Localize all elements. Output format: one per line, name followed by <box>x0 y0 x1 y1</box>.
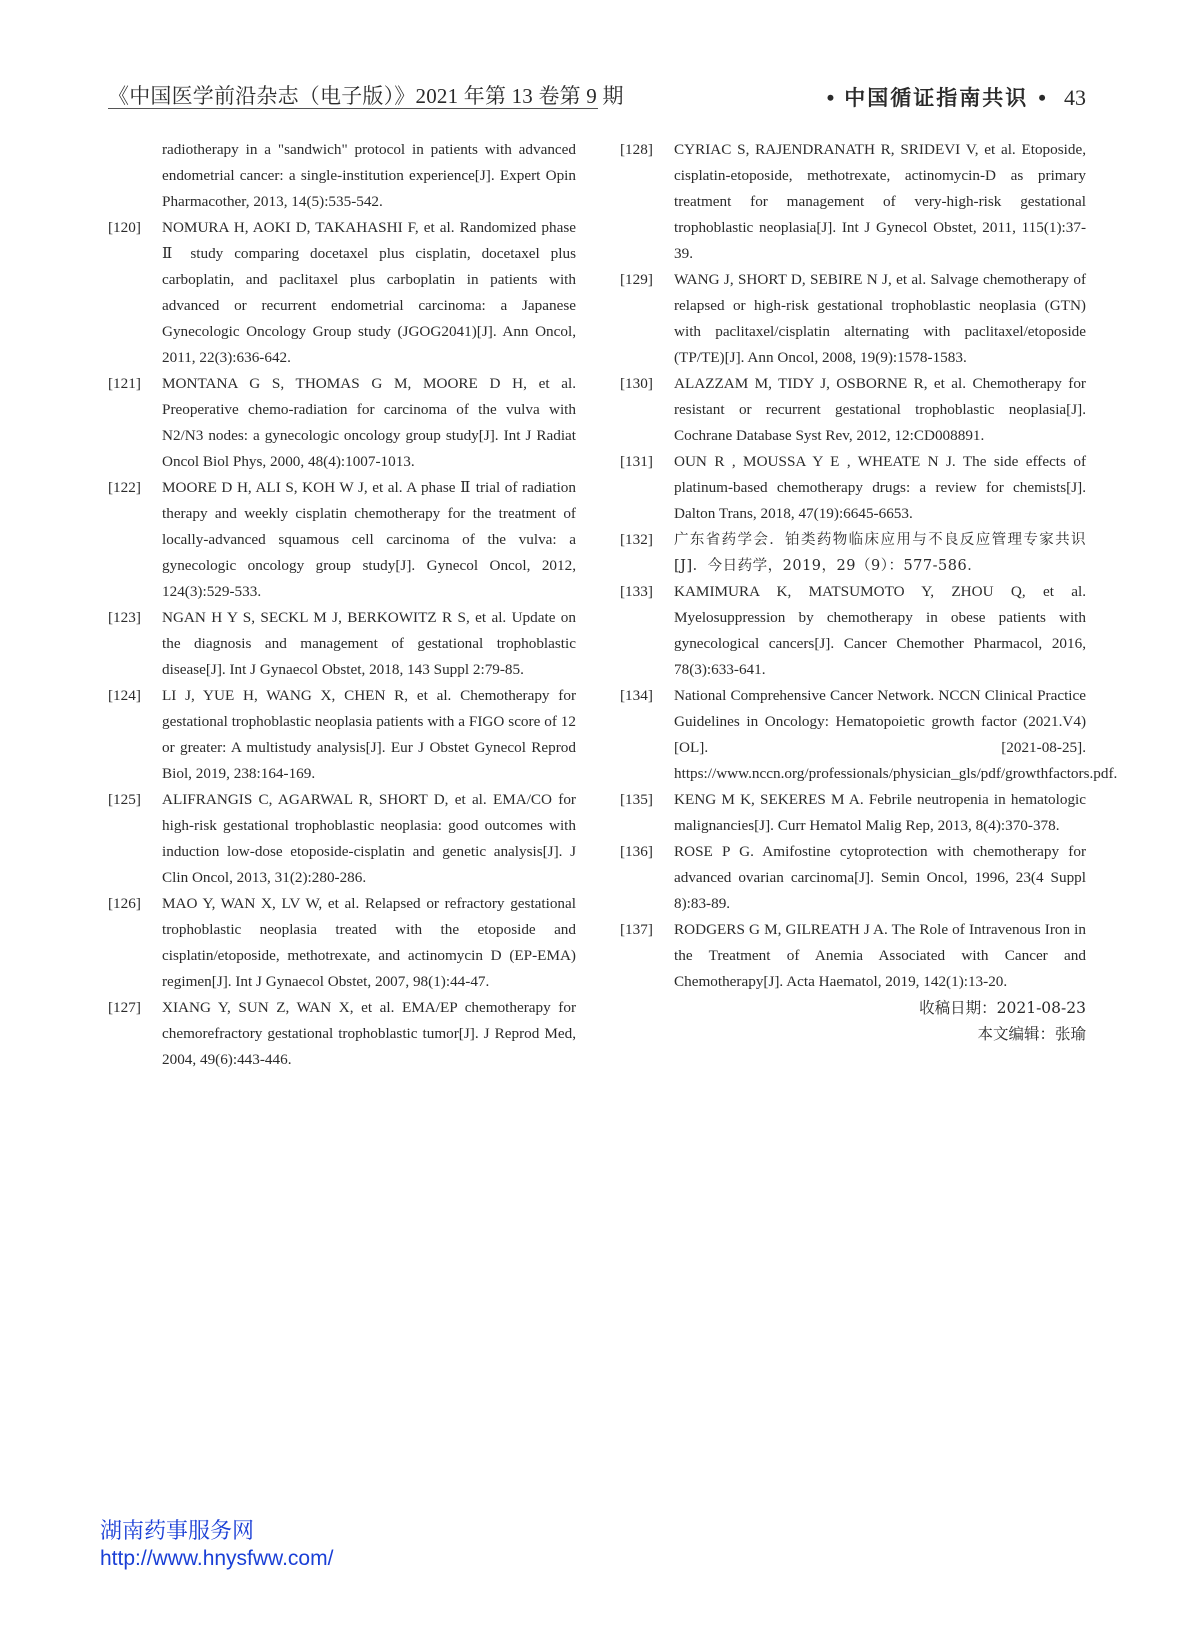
reference-item <box>108 475 576 605</box>
reference-text: National Comprehensive Cancer Network. NCCN Clinical Practice Guidelines in Oncology: Hematopoietic growth factor (2021.V4)[OL]. [2021-08-25]. https://www.nccn.org/professionals/physician_gls/pdf/growthfactors.pdf. <box>674 687 1118 782</box>
reference-text: MOORE D H, ALI S, KOH W J, et al. A phase Ⅱ trial of radiation therapy and weekly cisplatin chemotherapy for the treatment of locally-advanced squamous cell carcinoma of the vulva: a gynecologic oncology group study[J]. Gynecol Oncol, 2012, 124(3):529-533. <box>162 479 576 600</box>
reference-text: MONTANA G S, THOMAS G M, MOORE D H, et al. Preoperative chemo-radiation for carcinoma of the vulva with N2/N3 nodes: a gynecologic oncology group study[J]. Int J Radiat Oncol Biol Phys, 2000, 48(4):1007-1013. <box>162 375 576 470</box>
reference-item <box>620 371 1086 449</box>
reference-item <box>108 891 576 995</box>
reference-text: 广东省药学会．铂类药物临床应用与不良反应管理专家共识[J]．今日药学，2019，29（9）：577-586． <box>674 532 1086 574</box>
reference-item <box>620 917 1086 995</box>
received-date: 收稿日期：2021-08-23 <box>919 999 1086 1017</box>
reference-item <box>620 267 1086 371</box>
reference-item <box>108 995 576 1073</box>
reference-list-right <box>620 137 1118 995</box>
watermark-site-name: 湖南药事服务网 <box>100 1519 255 1544</box>
reference-text: ALIFRANGIS C, AGARWAL R, SHORT D, et al. EMA/CO for high-risk gestational trophoblastic neoplasia: good outcomes with induction low-dose etoposide-cisplatin and genetic analysis[J]. J Clin Oncol, 2013, 31(2):280-286. <box>162 791 576 886</box>
reference-text: KAMIMURA K, MATSUMOTO Y, ZHOU Q, et al. Myelosuppression by chemotherapy in obese patients with gynecological cancers[J]. Cancer Chemother Pharmacol, 2016, 78(3):633-641. <box>674 583 1086 678</box>
reference-number: [122] <box>108 479 141 496</box>
reference-item <box>108 605 576 683</box>
reference-text: MAO Y, WAN X, LV W, et al. Relapsed or refractory gestational trophoblastic neoplasia treated with the etoposide and cisplatin/etoposide, methotrexate, and actinomycin D (EP-EMA) regimen[J]. Int J Gynaecol Obstet, 2007, 98(1):44-47. <box>162 895 576 990</box>
reference-number: [131] <box>620 453 653 470</box>
header-rule <box>108 108 598 109</box>
reference-text: WANG J, SHORT D, SEBIRE N J, et al. Salvage chemotherapy of relapsed or high-risk gestational trophoblastic neoplasia (GTN) with paclitaxel/cisplatin alternating with paclitaxel/etoposide (TP/TE)[J]. Ann Oncol, 2008, 19(9):1578-1583. <box>674 271 1086 366</box>
reference-number: [135] <box>620 791 653 808</box>
reference-item <box>108 683 576 787</box>
reference-number: [133] <box>620 583 653 600</box>
reference-text: RODGERS G M, GILREATH J A. The Role of Intravenous Iron in the Treatment of Anemia Associated with Cancer and Chemotherapy[J]. Acta Haematol, 2019, 142(1):13-20. <box>674 921 1086 990</box>
reference-text: KENG M K, SEKERES M A. Febrile neutropenia in hematologic malignancies[J]. Curr Hematol Malig Rep, 2013, 8(4):370-378. <box>674 791 1086 834</box>
reference-number: [126] <box>108 895 141 912</box>
reference-text: ALAZZAM M, TIDY J, OSBORNE R, et al. Chemotherapy for resistant or recurrent gestational trophoblastic neoplasia[J]. Cochrane Database Syst Rev, 2012, 12:CD008891. <box>674 375 1086 444</box>
reference-number: [125] <box>108 791 141 808</box>
section-title: 中国循证指南共识 <box>844 86 1029 110</box>
editor-credit: 本文编辑：张瑜 <box>977 1025 1086 1043</box>
reference-continuation <box>108 137 576 215</box>
reference-number: [123] <box>108 609 141 626</box>
journal-title: 《中国医学前沿杂志（电子版）》2021 年第 13 卷第 9 期 <box>108 84 624 108</box>
reference-number: [128] <box>620 141 653 158</box>
reference-number: [129] <box>620 271 653 288</box>
reference-number: [136] <box>620 843 653 860</box>
reference-text: OUN R , MOUSSA Y E , WHEATE N J. The side effects of platinum-based chemotherapy drugs: a review for chemists[J]. Dalton Trans, 2018, 47(19):6645-6653. <box>674 453 1086 522</box>
reference-text: NOMURA H, AOKI D, TAKAHASHI F, et al. Randomized phase Ⅱ study comparing docetaxel plus cisplatin, docetaxel plus carboplatin, and paclitaxel plus carboplatin in patients with advanced or recurrent endometrial carcinoma: a Japanese Gynecologic Oncology Group study (JGOG2041)[J]. Ann Oncol, 2011, 22(3):636-642. <box>162 219 576 366</box>
reference-text: NGAN H Y S, SECKL M J, BERKOWITZ R S, et al. Update on the diagnosis and management of gestational trophoblastic disease[J]. Int J Gynaecol Obstet, 2018, 143 Suppl 2:79-85. <box>162 609 576 678</box>
bullet-right: • <box>1038 85 1046 110</box>
reference-text: ROSE P G. Amifostine cytoprotection with chemotherapy for advanced ovarian carcinoma[J]. Semin Oncol, 1996, 23(4 Suppl 8):83-89. <box>674 843 1086 912</box>
reference-number: [130] <box>620 375 653 392</box>
watermark-url[interactable]: http://www.hnysfww.com/ <box>100 1547 334 1570</box>
reference-item <box>620 787 1086 839</box>
page-number: 43 <box>1064 85 1086 110</box>
reference-list-left <box>108 215 576 1073</box>
reference-number: [132] <box>620 531 653 548</box>
reference-item <box>620 449 1086 527</box>
reference-item <box>620 683 1118 787</box>
reference-text: CYRIAC S, RAJENDRANATH R, SRIDEVI V, et al. Etoposide, cisplatin-etoposide, methotrexate, actinomycin-D as primary treatment for management of very-high-risk gestational trophoblastic neoplasia[J]. Int J Gynecol Obstet, 2011, 115(1):37-39. <box>674 141 1086 262</box>
reference-item <box>108 787 576 891</box>
reference-item <box>620 579 1086 683</box>
reference-item <box>620 137 1086 267</box>
section-header <box>817 82 1086 112</box>
right-column <box>620 137 1118 1047</box>
reference-number: [127] <box>108 999 141 1016</box>
reference-item <box>620 839 1086 917</box>
reference-number: [121] <box>108 375 141 392</box>
watermark <box>100 1518 333 1572</box>
reference-number: [120] <box>108 219 141 236</box>
reference-item <box>108 215 576 371</box>
reference-text: XIANG Y, SUN Z, WAN X, et al. EMA/EP chemotherapy for chemorefractory gestational trophoblastic tumor[J]. J Reprod Med, 2004, 49(6):443-446. <box>162 999 576 1068</box>
left-column <box>108 137 576 1073</box>
reference-number: [137] <box>620 921 653 938</box>
bullet-left: • <box>826 85 835 110</box>
reference-item <box>108 371 576 475</box>
reference-number: [134] <box>620 687 653 704</box>
reference-text: LI J, YUE H, WANG X, CHEN R, et al. Chemotherapy for gestational trophoblastic neoplasia patients with a FIGO score of 12 or greater: A multistudy analysis[J]. Eur J Obstet Gynecol Reprod Biol, 2019, 238:164-169. <box>162 687 576 782</box>
reference-item <box>620 527 1086 579</box>
reference-number: [124] <box>108 687 141 704</box>
reference-text: radiotherapy in a "sandwich" protocol in patients with advanced endometrial cancer: a single-institution experience[J]. Expert Opin Pharmacother, 2013, 14(5):535-542. <box>162 141 576 210</box>
